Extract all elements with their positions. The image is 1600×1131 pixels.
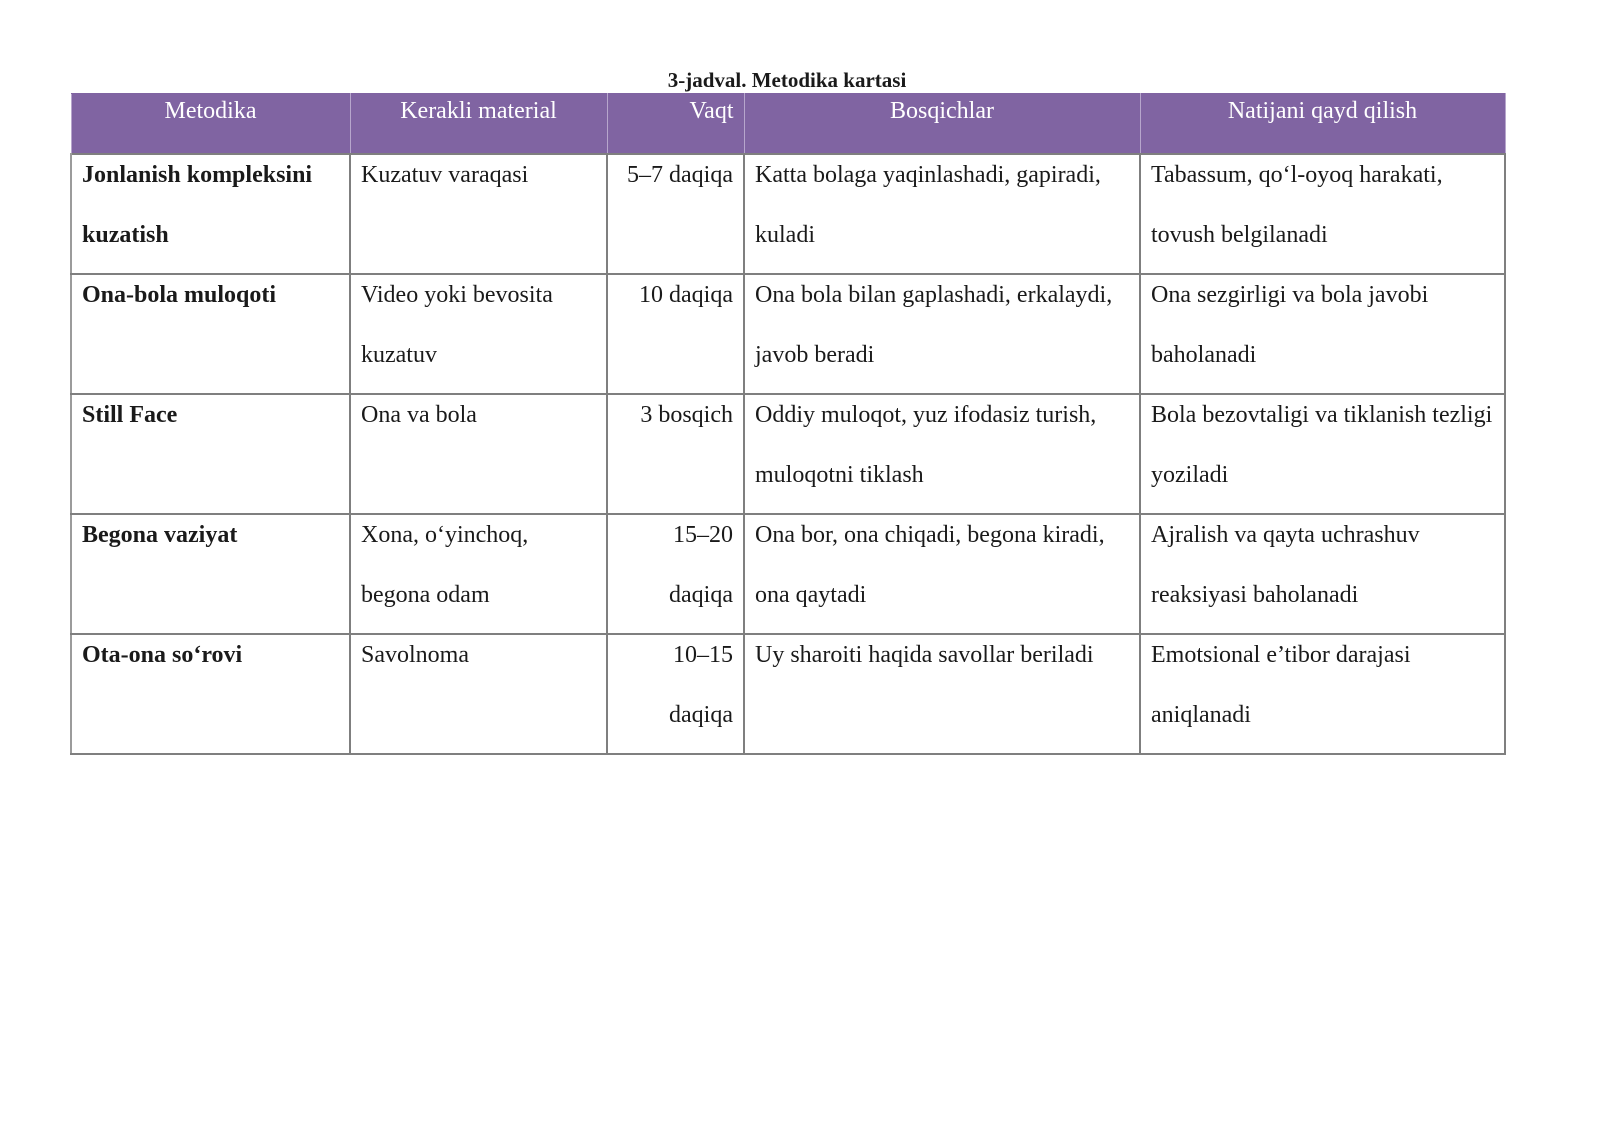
cell-time: 3 bosqich (607, 394, 744, 514)
cell-result: Ajralish va qayta uchrashuv reaksiyasi baholanadi (1140, 514, 1505, 634)
cell-time: 10–15 daqiqa (607, 634, 744, 754)
cell-method: Begona vaziyat (71, 514, 350, 634)
cell-result: Bola bezovtaligi va tiklanish tezligi yoziladi (1140, 394, 1505, 514)
cell-method: Still Face (71, 394, 350, 514)
column-header-steps: Bosqichlar (744, 94, 1140, 154)
column-header-time: Vaqt (607, 94, 744, 154)
table-row (71, 274, 1505, 394)
cell-result: Ona sezgirligi va bola javobi baholanadi (1140, 274, 1505, 394)
cell-steps: Uy sharoiti haqida savollar beriladi (744, 634, 1140, 754)
cell-method: Ota-ona so‘rovi (71, 634, 350, 754)
column-header-method: Metodika (71, 94, 350, 154)
cell-material: Ona va bola (350, 394, 607, 514)
cell-material: Savolnoma (350, 634, 607, 754)
cell-material: Video yoki bevosita kuzatuv (350, 274, 607, 394)
cell-method: Jonlanish kompleksini kuzatish (71, 154, 350, 274)
cell-time: 10 daqiqa (607, 274, 744, 394)
cell-result: Emotsional e’tibor darajasi aniqlanadi (1140, 634, 1505, 754)
cell-steps: Katta bolaga yaqinlashadi, gapiradi, kuladi (744, 154, 1140, 274)
cell-material: Xona, o‘yinchoq, begona odam (350, 514, 607, 634)
cell-steps: Ona bola bilan gaplashadi, erkalaydi, javob beradi (744, 274, 1140, 394)
table-caption: 3-jadval. Metodika kartasi (667, 68, 907, 92)
cell-method: Ona-bola muloqoti (71, 274, 350, 394)
table-row (71, 634, 1505, 754)
column-header-result: Natijani qayd qilish (1140, 94, 1505, 154)
cell-result: Tabassum, qo‘l-oyoq harakati, tovush belgilanadi (1140, 154, 1505, 274)
cell-time: 5–7 daqiqa (607, 154, 744, 274)
table-row (71, 154, 1505, 274)
table-row (71, 514, 1505, 634)
table-row (71, 394, 1505, 514)
cell-steps: Ona bor, ona chiqadi, begona kiradi, ona qaytadi (744, 514, 1140, 634)
cell-time: 15–20 daqiqa (607, 514, 744, 634)
methodology-table (70, 93, 1506, 755)
column-header-material: Kerakli material (350, 94, 607, 154)
cell-steps: Oddiy muloqot, yuz ifodasiz turish, muloqotni tiklash (744, 394, 1140, 514)
cell-material: Kuzatuv varaqasi (350, 154, 607, 274)
